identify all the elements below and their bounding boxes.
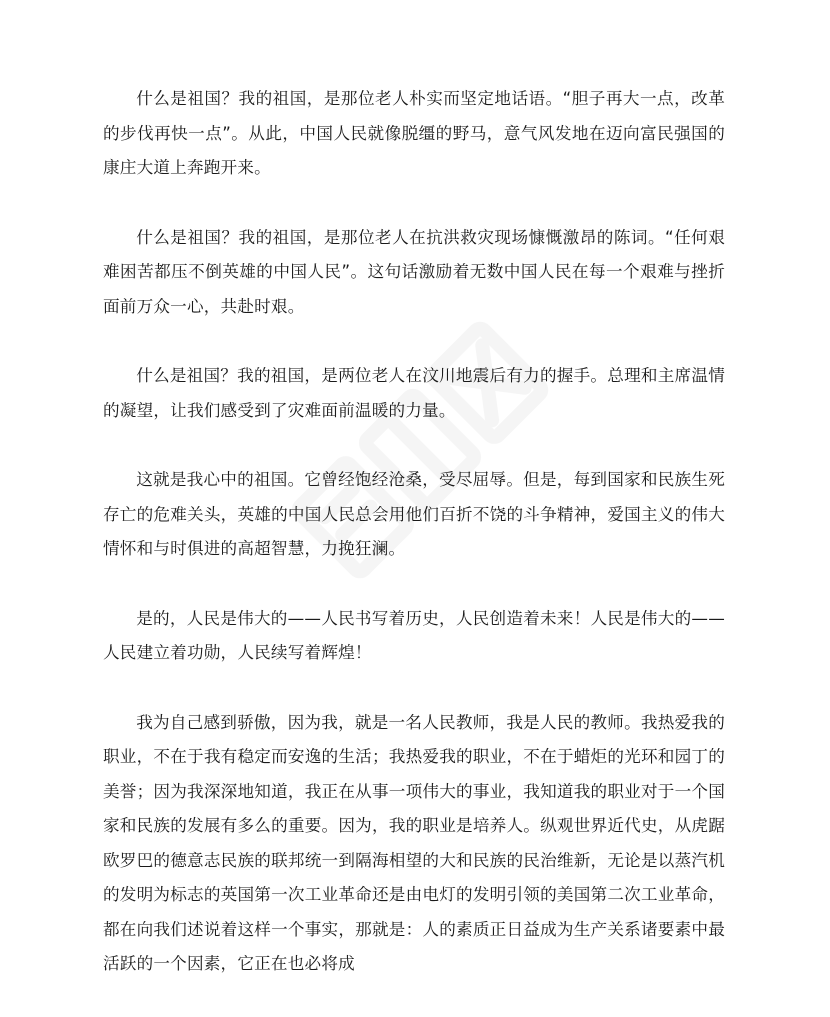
paragraph-1: 什么是祖国？我的祖国，是那位老人朴实而坚定地话语。“胆子再大一点，改革的步伐再快一点”。从此，中国人民就像脱缰的野马，意气风发地在迈向富民强国的康庄大道上奔跑开来。 (103, 89, 725, 177)
paragraph-2: 什么是祖国？我的祖国，是那位老人在抗洪救灾现场慷慨激昂的陈词。“任何艰难困苦都压不倒英雄的中国人民”。这句话激励着无数中国人民在每一个艰难与挫折面前万众一心，共赴时艰。 (103, 227, 725, 316)
paragraph-6: 我为自己感到骄傲，因为我，就是一名人民教师，我是人民的教师。我热爱我的职业，不在于我有稳定而安逸的生活；我热爱我的职业，不在于蜡炬的光环和园丁的美誉；因为我深深地知道，我正在从事一项伟大的事业，我知道我的职业对于一个国家和民族的发展有多么的重要。因为，我的职业是培养人。纵观世界近代史，从虎踞欧罗巴的德意志民族的联邦统一到隔海相望的大和民族的民治维新，无论是以蒸汽机的发明为标志的英国第一次工业革命还是由电灯的发明引领的美国第二次工业革命，都在向我们述说着这样一个事实，那就是：人的素质正日益成为生产关系诸要素中最活跃的一个因素，它正在也必将成 (103, 712, 725, 973)
paragraph-4: 这就是我心中的祖国。它曾经饱经沧桑，受尽屈辱。但是，每到国家和民族生死存亡的危难关头，英雄的中国人民总会用他们百折不饶的斗争精神，爱国主义的伟大情怀和与时俱进的高超智慧，力挽狂澜。 (103, 470, 725, 558)
paragraph-3: 什么是祖国？我的祖国，是两位老人在汶川地震后有力的握手。总理和主席温情的凝望，让我们感受到了灾难面前温暖的力量。 (103, 366, 725, 420)
paragraph-5: 是的，人民是伟大的——人民书写着历史，人民创造着未来！人民是伟大的——人民建立着功勋，人民续写着辉煌！ (103, 608, 725, 662)
document-body (103, 82, 725, 1017)
